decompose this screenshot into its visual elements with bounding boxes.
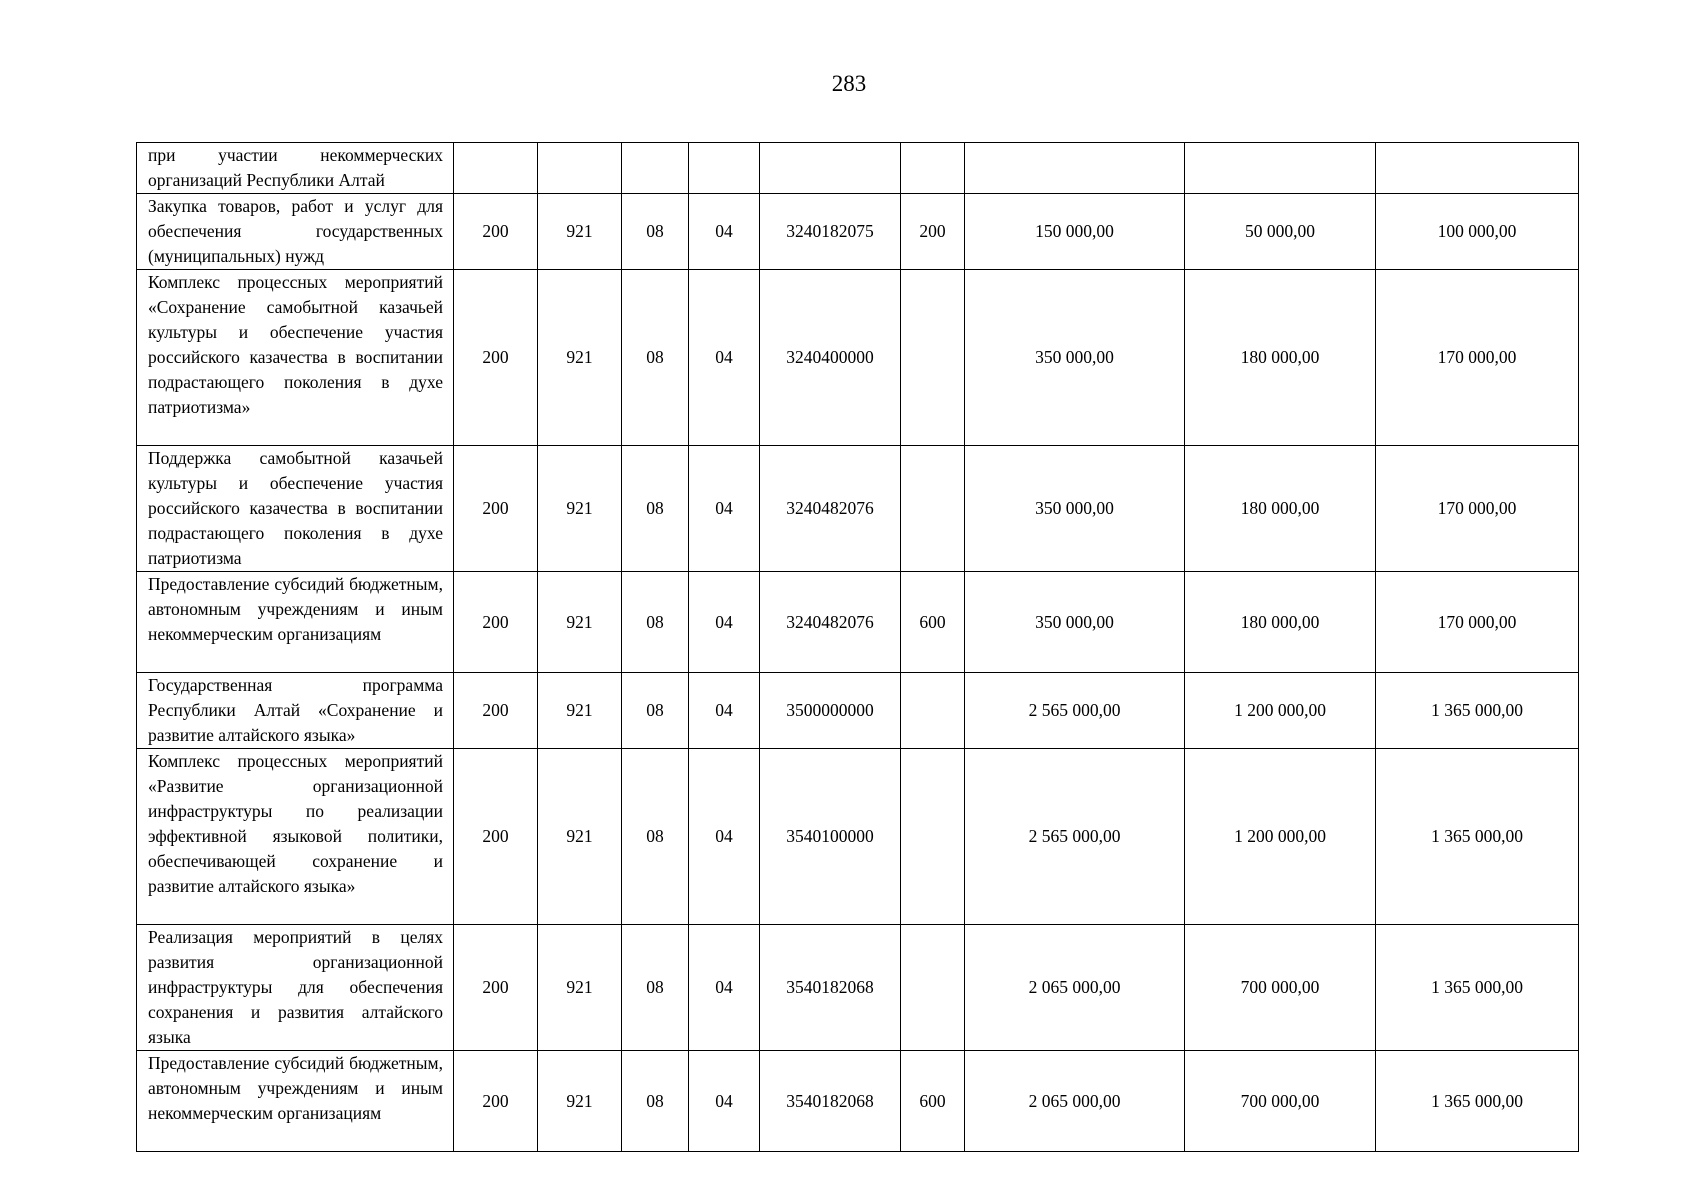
cell-year1 (1185, 143, 1376, 194)
cell-year1: 1 200 000,00 (1185, 673, 1376, 749)
cell-total (965, 143, 1185, 194)
cell-total: 2 065 000,00 (965, 925, 1185, 1051)
cell-year2: 170 000,00 (1376, 446, 1579, 572)
cell-type (901, 270, 965, 446)
cell-total: 150 000,00 (965, 194, 1185, 270)
cell-col1: 200 (454, 572, 538, 673)
cell-col2: 921 (538, 673, 622, 749)
cell-col4: 04 (689, 925, 760, 1051)
cell-col2: 921 (538, 925, 622, 1051)
cell-year2: 100 000,00 (1376, 194, 1579, 270)
row-description: Предоставление субсидий бюджетным, автономным учреждениям и иным некоммерческим организациям (137, 1051, 454, 1152)
cell-year1: 700 000,00 (1185, 925, 1376, 1051)
cell-col4: 04 (689, 572, 760, 673)
cell-year2: 1 365 000,00 (1376, 1051, 1579, 1152)
cell-col1: 200 (454, 673, 538, 749)
cell-col3: 08 (622, 572, 689, 673)
cell-year1: 180 000,00 (1185, 270, 1376, 446)
cell-col2: 921 (538, 194, 622, 270)
cell-total: 2 565 000,00 (965, 673, 1185, 749)
cell-col1 (454, 143, 538, 194)
cell-code: 3540100000 (760, 749, 901, 925)
cell-col4: 04 (689, 446, 760, 572)
cell-code: 3240400000 (760, 270, 901, 446)
cell-col2: 921 (538, 446, 622, 572)
cell-total: 350 000,00 (965, 270, 1185, 446)
cell-col4: 04 (689, 270, 760, 446)
table-row (137, 1051, 1579, 1152)
table-row (137, 925, 1579, 1051)
cell-year1: 180 000,00 (1185, 572, 1376, 673)
table-row (137, 749, 1579, 925)
cell-year2 (1376, 143, 1579, 194)
cell-total: 350 000,00 (965, 446, 1185, 572)
cell-type (901, 749, 965, 925)
cell-code: 3540182068 (760, 925, 901, 1051)
cell-code (760, 143, 901, 194)
table-row (137, 673, 1579, 749)
cell-col3: 08 (622, 446, 689, 572)
cell-col1: 200 (454, 446, 538, 572)
cell-code: 3240482076 (760, 572, 901, 673)
row-description: Предоставление субсидий бюджетным, автономным учреждениям и иным некоммерческим организациям (137, 572, 454, 673)
page-number: 283 (831, 71, 867, 96)
cell-year1: 1 200 000,00 (1185, 749, 1376, 925)
row-description: при участии некоммерческих организаций Республики Алтай (137, 143, 454, 194)
cell-year1: 50 000,00 (1185, 194, 1376, 270)
cell-total: 2 565 000,00 (965, 749, 1185, 925)
cell-year1: 180 000,00 (1185, 446, 1376, 572)
cell-year2: 1 365 000,00 (1376, 673, 1579, 749)
cell-col4: 04 (689, 1051, 760, 1152)
cell-col1: 200 (454, 749, 538, 925)
cell-type (901, 446, 965, 572)
cell-year2: 170 000,00 (1376, 270, 1579, 446)
cell-col3 (622, 143, 689, 194)
cell-col1: 200 (454, 1051, 538, 1152)
cell-year1: 700 000,00 (1185, 1051, 1376, 1152)
cell-year2: 1 365 000,00 (1376, 925, 1579, 1051)
cell-col3: 08 (622, 749, 689, 925)
table-row (137, 194, 1579, 270)
cell-total: 350 000,00 (965, 572, 1185, 673)
cell-type (901, 143, 965, 194)
table-row (137, 572, 1579, 673)
row-description: Закупка товаров, работ и услуг для обеспечения государственных (муниципальных) нужд (137, 194, 454, 270)
cell-col2: 921 (538, 1051, 622, 1152)
cell-type (901, 925, 965, 1051)
cell-col2: 921 (538, 270, 622, 446)
cell-col3: 08 (622, 925, 689, 1051)
cell-code: 3240482076 (760, 446, 901, 572)
cell-type: 600 (901, 1051, 965, 1152)
cell-col3: 08 (622, 194, 689, 270)
table-row (137, 143, 1579, 194)
cell-year2: 1 365 000,00 (1376, 749, 1579, 925)
cell-col1: 200 (454, 270, 538, 446)
cell-col2 (538, 143, 622, 194)
cell-col3: 08 (622, 270, 689, 446)
cell-col2: 921 (538, 572, 622, 673)
cell-code: 3240182075 (760, 194, 901, 270)
row-description: Государственная программа Республики Алтай «Сохранение и развитие алтайского языка» (137, 673, 454, 749)
cell-code: 3500000000 (760, 673, 901, 749)
cell-col4: 04 (689, 673, 760, 749)
cell-col4: 04 (689, 749, 760, 925)
row-description: Комплекс процессных мероприятий «Развитие организационной инфраструктуры по реализации эффективной языковой политики, обеспечивающей сохранение и развитие алтайского языка» (137, 749, 454, 925)
cell-col1: 200 (454, 925, 538, 1051)
table-row (137, 270, 1579, 446)
cell-col1: 200 (454, 194, 538, 270)
cell-type: 200 (901, 194, 965, 270)
cell-type (901, 673, 965, 749)
cell-col3: 08 (622, 673, 689, 749)
cell-year2: 170 000,00 (1376, 572, 1579, 673)
table-row (137, 446, 1579, 572)
cell-total: 2 065 000,00 (965, 1051, 1185, 1152)
cell-col4 (689, 143, 760, 194)
cell-col2: 921 (538, 749, 622, 925)
row-description: Реализация мероприятий в целях развития организационной инфраструктуры для обеспечения сохранения и развития алтайского языка (137, 925, 454, 1051)
cell-col3: 08 (622, 1051, 689, 1152)
row-description: Поддержка самобытной казачьей культуры и обеспечение участия российского казачества в воспитании подрастающего поколения в духе патриотизма (137, 446, 454, 572)
budget-table (136, 142, 1579, 1152)
cell-code: 3540182068 (760, 1051, 901, 1152)
cell-type: 600 (901, 572, 965, 673)
row-description: Комплекс процессных мероприятий «Сохранение самобытной казачьей культуры и обеспечение участия российского казачества в воспитании подрастающего поколения в духе патриотизма» (137, 270, 454, 446)
cell-col4: 04 (689, 194, 760, 270)
